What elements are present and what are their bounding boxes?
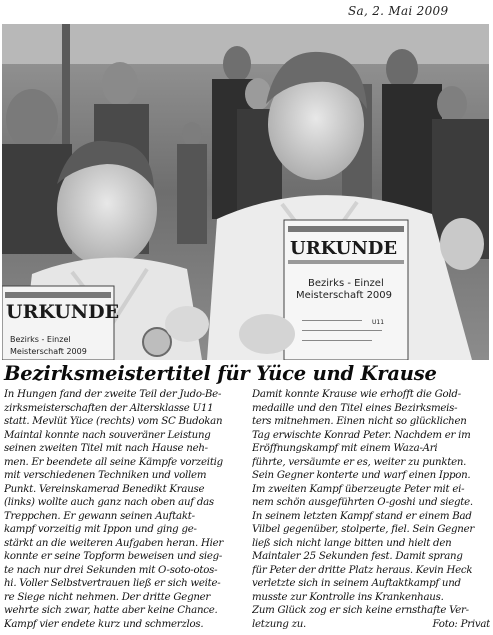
text-line: Tag erwischte Konrad Peter. Nachdem er im (252, 429, 471, 441)
svg-text:Meisterschaft 2009: Meisterschaft 2009 (10, 347, 87, 356)
certificate-left (2, 286, 119, 360)
text-line: Damit konnte Krause wie erhofft die Gold- (252, 389, 461, 400)
svg-text:Meisterschaft 2009: Meisterschaft 2009 (296, 290, 393, 301)
text-line: Vilbel gegenüber, stolperte, fiel. Sein Gegner (252, 524, 474, 535)
text-line: re Siege nicht nehmen. Der dritte Gegner (4, 591, 211, 603)
text-line: zirksmeisterschaften der Altersklasse U11 (4, 402, 214, 414)
svg-text:Bezirks - Einzel: Bezirks - Einzel (308, 278, 384, 289)
text-line: (links) wollte auch ganz nach oben auf das (4, 497, 214, 508)
text-line: führte, versäumte er es, weiter zu punkten. (252, 456, 467, 468)
text-line: Maintal konnte nach souveräner Leistung (4, 429, 211, 441)
text-line: In seinem letzten Kampf stand er einem Bad (252, 510, 472, 522)
text-line: te nach nur drei Sekunden mit O-soto-otos- (4, 564, 218, 576)
news-photo (2, 24, 489, 360)
svg-text:URKUNDE: URKUNDE (290, 238, 398, 259)
text-line: konnte er seine Topform beweisen und sieg- (4, 551, 223, 562)
text-line: stärkt an die weiteren Aufgaben heran. Hier (4, 537, 224, 549)
text-line: Treppchen. Er gewann seinen Auftakt- (4, 510, 195, 522)
text-line: Punkt. Vereinskamerad Benedikt Krause (4, 483, 205, 495)
text-line: medaille und den Titel eines Bezirksmeis- (252, 402, 458, 414)
text-line: kampf vorzeitig mit Ippon und ging ge- (4, 524, 197, 535)
text-line: für Peter der dritte Platz heraus. Kevin Heck (252, 564, 473, 576)
text-line: nem schön ausgeführten O-goshi und siegte. (252, 497, 473, 508)
text-line: Eröffnungskampf mit einem Waza-Ari (252, 443, 438, 454)
text-line: letzung zu. (252, 618, 307, 630)
handwritten-date-note: Sa, 2. Mai 2009 (348, 4, 449, 18)
text-line: Kampf vier endete kurz und schmerzlos. (4, 618, 204, 630)
text-line: Zum Glück zog er sich keine ernsthafte Ver- (252, 605, 469, 616)
text-line: musste zur Kontrolle ins Krankenhaus. (252, 591, 444, 603)
text-line: ließ sich nicht lange bitten und hielt den (252, 537, 452, 549)
svg-text:Bezirks - Einzel: Bezirks - Einzel (10, 335, 71, 344)
text-line: seinen zweiten Titel mit nach Hause neh- (4, 443, 208, 454)
text-line: hi. Voller Selbstvertrauen ließ er sich weite- (4, 578, 221, 589)
article-column-right (252, 388, 490, 632)
article-headline: Bezirksmeistertitel für Yüce und Krause (4, 362, 437, 385)
text-line: men. Er beendete all seine Kämpfe vorzeitig (4, 456, 223, 468)
last-line-with-credit (252, 618, 490, 632)
text-line: statt. Mevlüt Yüce (rechts) vom SC Budokan (4, 416, 223, 427)
svg-text:URKUNDE: URKUNDE (6, 301, 120, 323)
certificate-right (284, 220, 408, 360)
text-line: wehrte sich zwar, hatte aber keine Chance. (4, 605, 218, 616)
hand-right-boy (239, 314, 295, 354)
hand-left-boy (165, 306, 209, 342)
text-line: In Hungen fand der zweite Teil der Judo-Be- (4, 389, 222, 400)
text-line: Im zweiten Kampf überzeugte Peter mit ei- (252, 483, 465, 495)
photo-credit: Foto: Privat (432, 618, 490, 630)
text-line: Sein Gegner konterte und warf einen Ippon. (252, 470, 471, 481)
svg-text:U11: U11 (372, 319, 385, 326)
article-column-left (4, 388, 242, 632)
article-body (4, 388, 490, 632)
text-line: mit verschiedenen Techniken und vollem (4, 470, 207, 481)
text-line: Maintaler 25 Sekunden fest. Damit sprang (252, 551, 463, 562)
text-line: verletzte sich in seinem Auftaktkampf und (252, 578, 461, 589)
text-line: ters mitnehmen. Einen nicht so glücklichen (252, 416, 467, 427)
